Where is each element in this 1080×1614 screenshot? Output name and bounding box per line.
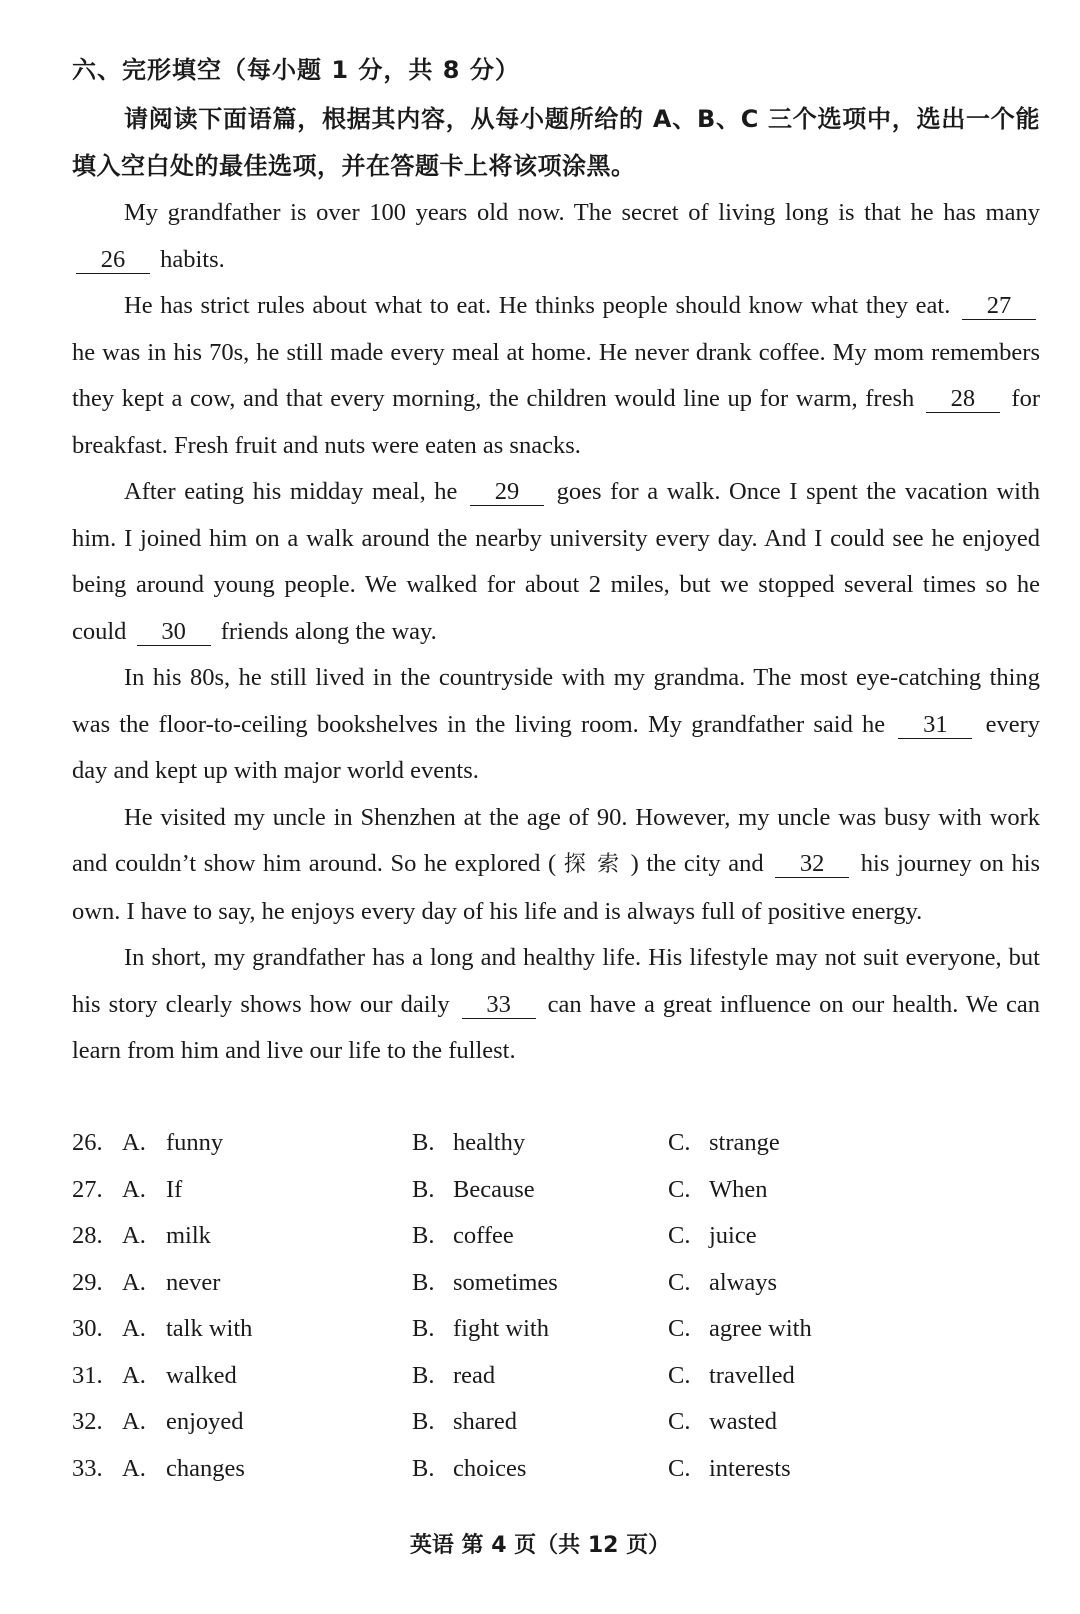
option-a-text: talk with <box>166 1315 253 1342</box>
option-a-text: If <box>166 1175 183 1203</box>
passage-text: He has strict rules about what to eat. He thinks people should know what they eat. <box>124 292 951 319</box>
blank-30: 30 <box>137 619 211 646</box>
passage-text: every day and kept up with major world events. <box>72 710 1041 784</box>
question-row-28 <box>72 1213 1040 1260</box>
question-row-31 <box>72 1353 1040 1400</box>
option-b-text: healthy <box>453 1129 526 1156</box>
option-b-label: B. <box>412 1315 435 1342</box>
passage-text: My grandfather is over 100 years old now. The secret of living long is that he has many <box>124 199 1040 226</box>
cloze-passage <box>72 190 1040 1075</box>
passage-text: for breakfast. Fresh fruit and nuts were eaten as snacks. <box>72 385 1040 459</box>
option-b-text: shared <box>453 1408 517 1435</box>
passage-text: He visited my uncle in Shenzhen at the age of 90. However, my uncle was busy with work and couldn’t show him around. So he explored ( <box>72 803 1040 877</box>
option-b-text: fight with <box>453 1315 549 1342</box>
option-c-text: strange <box>709 1129 780 1156</box>
option-c-label: C. <box>668 1129 691 1156</box>
answer-options <box>72 1120 1040 1492</box>
option-a-text: funny <box>166 1129 224 1156</box>
question-row-29 <box>72 1260 1040 1307</box>
option-a-text: never <box>166 1268 221 1296</box>
option-a-text: enjoyed <box>166 1408 244 1435</box>
paragraph-2 <box>72 283 1040 469</box>
blank-32: 32 <box>775 851 849 878</box>
option-c-text: wasted <box>709 1408 778 1435</box>
paragraph-4 <box>72 655 1040 795</box>
option-b-label: B. <box>412 1175 435 1203</box>
option-a-label: A. <box>122 1268 146 1296</box>
question-number: 26. <box>72 1129 103 1156</box>
section-title: 六、完形填空（每小题 1 分，共 8 分） <box>72 56 520 84</box>
passage-text: can have a great influence on our health. We can learn from him and live our life to the fullest. <box>72 990 1040 1064</box>
option-c-text: When <box>709 1175 768 1203</box>
option-a-text: milk <box>166 1222 211 1249</box>
option-c-text: always <box>709 1268 778 1296</box>
question-number: 30. <box>72 1315 103 1342</box>
option-c-text: interests <box>709 1454 791 1482</box>
passage-text: After eating his midday meal, he <box>124 478 458 505</box>
paragraph-6 <box>72 935 1040 1075</box>
option-c-label: C. <box>668 1175 691 1203</box>
question-row-32 <box>72 1399 1040 1446</box>
question-number: 28. <box>72 1222 103 1249</box>
question-number: 33. <box>72 1454 103 1482</box>
option-a-label: A. <box>122 1408 146 1435</box>
option-b-label: B. <box>412 1454 435 1482</box>
option-b-label: B. <box>412 1408 435 1435</box>
question-row-33 <box>72 1446 1040 1493</box>
option-c-text: agree with <box>709 1315 812 1342</box>
question-row-26 <box>72 1120 1040 1167</box>
passage-text: habits. <box>160 245 225 273</box>
blank-31: 31 <box>898 712 972 739</box>
option-c-text: travelled <box>709 1361 795 1389</box>
paragraph-3 <box>72 469 1040 655</box>
passage-text: ) the city and <box>630 850 764 877</box>
passage-text: In his 80s, he still lived in the countryside with my grandma. The most eye-catching thing was the floor-to-ceiling bookshelves in the living room. My grandfather said he <box>72 664 1040 738</box>
blank-33: 33 <box>462 992 536 1019</box>
option-b-label: B. <box>412 1222 435 1249</box>
passage-text: his journey on his own. I have to say, he enjoys every day of his life and is always full of positive energy. <box>72 850 1041 925</box>
option-c-label: C. <box>668 1222 691 1249</box>
page-footer: 英语 第 4 页（共 12 页） <box>409 1533 671 1558</box>
question-row-30 <box>72 1306 1040 1353</box>
option-c-text: juice <box>709 1222 757 1249</box>
question-number: 31. <box>72 1361 103 1389</box>
option-a-text: changes <box>166 1454 245 1482</box>
chinese-gloss: 探索 <box>563 852 631 877</box>
question-number: 32. <box>72 1408 103 1435</box>
passage-text: In short, my grandfather has a long and healthy life. His lifestyle may not suit everyone, but his story clearly shows how our daily <box>72 944 1040 1018</box>
blank-27: 27 <box>962 293 1036 320</box>
paragraph-1 <box>72 190 1040 283</box>
paragraph-5 <box>72 795 1040 936</box>
question-number: 29. <box>72 1268 103 1296</box>
blank-28: 28 <box>926 386 1000 413</box>
option-b-text: Because <box>453 1175 535 1203</box>
passage-text: friends along the way. <box>220 617 437 645</box>
option-a-label: A. <box>122 1222 146 1249</box>
option-b-label: B. <box>412 1129 435 1156</box>
option-b-text: choices <box>453 1454 527 1482</box>
option-a-label: A. <box>122 1315 146 1342</box>
option-b-label: B. <box>412 1361 435 1389</box>
passage-text: goes for a walk. Once I spent the vacation with him. I joined him on a walk around the nearby university every day. And I could see he enjoyed being around young people. We walked for about 2 miles, but we stopped several times so he could <box>72 478 1041 645</box>
option-a-label: A. <box>122 1454 146 1482</box>
option-c-label: C. <box>668 1408 691 1435</box>
question-row-27 <box>72 1167 1040 1214</box>
option-c-label: C. <box>668 1454 691 1482</box>
option-b-text: sometimes <box>453 1268 558 1296</box>
question-number: 27. <box>72 1175 103 1203</box>
option-a-label: A. <box>122 1175 146 1203</box>
option-b-text: read <box>453 1361 496 1389</box>
blank-26: 26 <box>76 247 150 274</box>
option-a-text: walked <box>166 1361 237 1389</box>
blank-29: 29 <box>470 479 544 506</box>
instruction-text: 请阅读下面语篇，根据其内容，从每小题所给的 A、B、C 三个选项中，选出一个能填入空白处的最佳选项，并在答题卡上将该项涂黑。 <box>72 105 1040 180</box>
option-c-label: C. <box>668 1268 691 1296</box>
option-b-text: coffee <box>453 1222 514 1249</box>
option-b-label: B. <box>412 1268 435 1296</box>
passage-text: he was in his 70s, he still made every meal at home. He never drank coffee. My mom remembers they kept a cow, and that every morning, the children would line up for warm, fresh <box>72 338 1040 412</box>
option-a-label: A. <box>122 1361 146 1389</box>
option-c-label: C. <box>668 1315 691 1342</box>
option-c-label: C. <box>668 1361 691 1389</box>
option-a-label: A. <box>122 1129 146 1156</box>
